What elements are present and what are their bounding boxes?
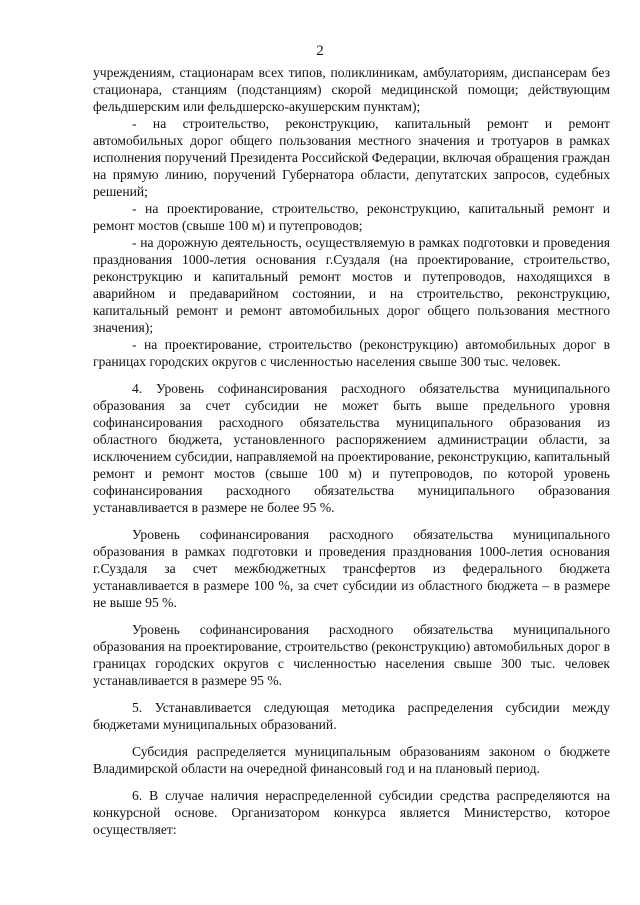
suzdal-cofinancing-paragraph: Уровень софинансирования расходного обязательства муниципального образования в рамках подготовки и проведения празднования 1000-летия основания г.Суздаля за счет межбюджетных трансфертов из федерального бюджета устанавливается в размере 100 %, за счет субсидии из областного бюджета – в размере не выше 95 %. bbox=[93, 527, 610, 610]
list-item-roads-instructions: - на строительство, реконструкцию, капитальный ремонт и ремонт автомобильных дорог общего пользования местного значения и тротуаров в рамках исполнения поручений Президента Российской Федерации, включая обращения граждан на прямую линию, поручений Губернатора области, депутатских запросов, судебных решений; bbox=[93, 116, 610, 199]
section-4-paragraph: 4. Уровень софинансирования расходного обязательства муниципального образования за счет субсидии не может быть выше предельного уровня софинансирования расходного обязательства муниципального образования из областного бюджета, установленного распоряжением администрации области, за исключением субсидии, направляемой на проектирование, реконструкцию, капитальный ремонт и ремонт мостов (свыше 100 м) и путепроводов, по которой уровень софинансирования расходного обязательства муниципального образования устанавливается в размере не более 95 %. bbox=[93, 381, 610, 515]
list-item-bridges: - на проектирование, строительство, реконструкцию, капитальный ремонт и ремонт мостов (свыше 100 м) и путепроводов; bbox=[93, 201, 610, 233]
subsidy-distribution-paragraph: Субсидия распределяется муниципальным образованиям законом о бюджете Владимирской области на очередной финансовый год и на плановый период. bbox=[93, 744, 610, 776]
document-body bbox=[93, 64, 610, 838]
section-6-paragraph: 6. В случае наличия нераспределенной субсидии средства распределяются на конкурсной основе. Организатором конкурса является Министерство, которое осуществляет: bbox=[93, 788, 610, 837]
page-number: 2 bbox=[316, 43, 324, 59]
section-5-paragraph: 5. Устанавливается следующая методика распределения субсидии между бюджетами муниципальных образований. bbox=[93, 700, 610, 732]
paragraph-continuation: учреждениям, стационарам всех типов, поликлиникам, амбулаториям, диспансерам без стационара, станциям (подстанциям) скорой медицинской помощи; действующим фельдшерским или фельдшерско-акушерским пунктам); bbox=[93, 65, 610, 114]
city-roads-cofinancing-paragraph: Уровень софинансирования расходного обязательства муниципального образования на проектирование, строительство (реконструкцию) автомобильных дорог в границах городских округов с численностью населения свыше 300 тыс. человек устанавливается в размере 95 %. bbox=[93, 622, 610, 688]
list-item-suzdal-anniversary: - на дорожную деятельность, осуществляемую в рамках подготовки и проведения празднования 1000-летия основания г.Суздаля (на проектирование, строительство, реконструкцию и капитальный ремонт мостов и путепроводов, находящихся в аварийном и предаварийном состоянии, и на строительство, реконструкцию, капитальный ремонт и ремонт автомобильных дорог общего пользования местного значения); bbox=[93, 235, 610, 335]
list-item-city-roads: - на проектирование, строительство (реконструкцию) автомобильных дорог в границах городских округов с численностью населения свыше 300 тыс. человек. bbox=[93, 337, 610, 369]
